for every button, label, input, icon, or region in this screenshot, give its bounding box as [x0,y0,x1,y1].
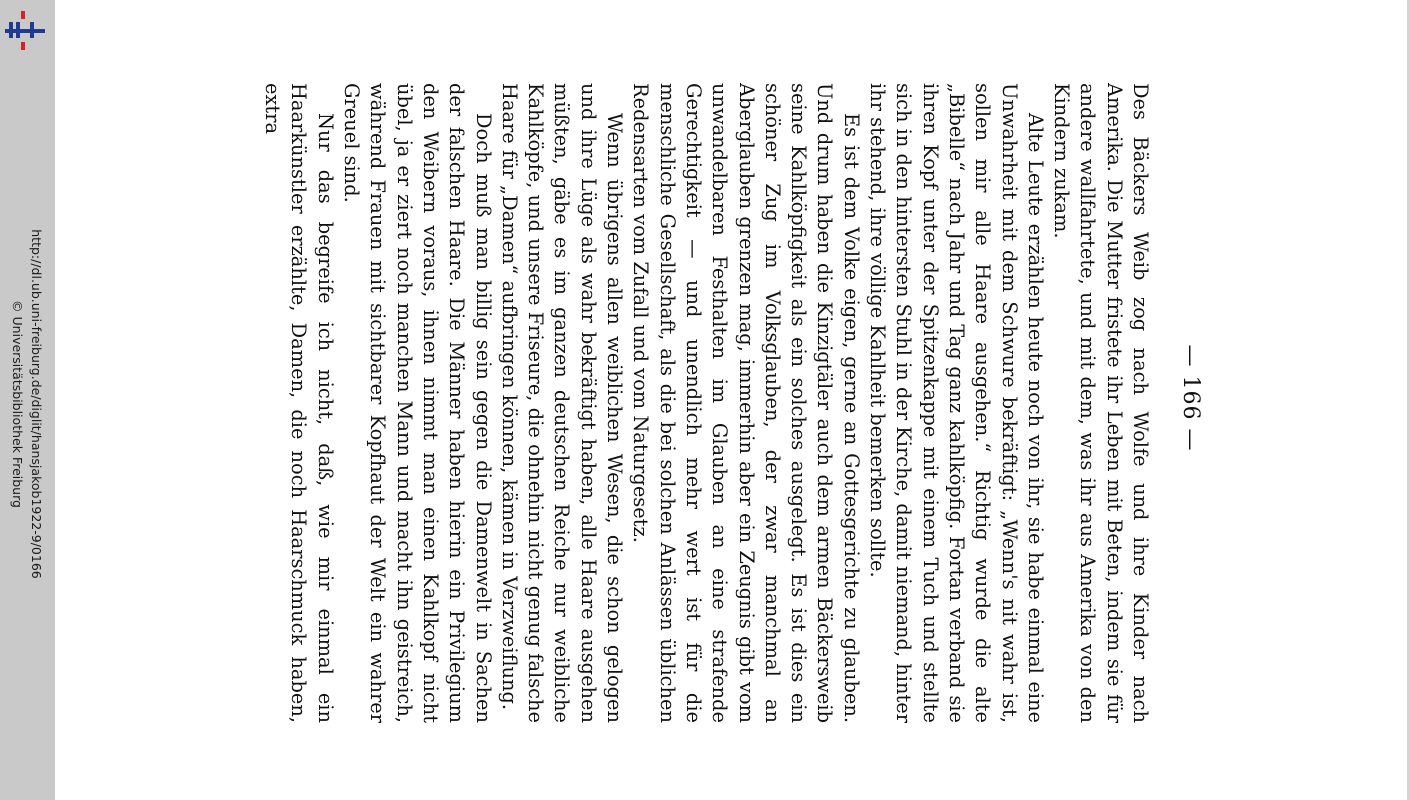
viewer-sidebar [0,0,55,800]
paragraph: Wenn übrigens allen weiblichen Wesen, die schon gelogen und ihre Lüge als wahr bekräftigt haben, alle Haare ausgehen müßten, gäbe es im ganzen deutschen Reiche nur weibliche Kahlköpfe, und unsere Friseure, die ohnehin nicht genug falsche Haare für „Damen“ aufbringen können, kämen in Verzweiflung. [497,83,627,723]
page-text [253,83,1153,723]
ub-freiburg-logo-icon[interactable] [3,8,47,52]
copyright-notice: © Universitätsbibliothek Freiburg [10,300,25,508]
source-url[interactable]: http://dl.ub.uni-freiburg.de/diglit/hansjakob1922-9/0166 [29,229,44,579]
source-info [8,229,46,579]
paragraph: Alte Leute erzählen heute noch von ihr, sie habe einmal eine Unwahrheit mit dem Schwure bekräftigt: „Wenn's nit wahr ist, sollen mir alle Haare ausgehen.“ Richtig wurde die alte „Bibelle“ nach Jahr und Tag ganz kahlköpfig. Fortan verband sie ihren Kopf unter der Spitzenkappe mit einem Tuch und stellte sich in den hintersten Stuhl in der Kirche, damit niemand, hinter ihr stehend, ihre völlige Kahlheit bemerken sollte. [866,83,1047,723]
paragraph: Nur das begreife ich nicht, daß, wie mir einmal ein Haarkünstler erzählte, Damen, die noch Haarschmuck haben, extra [261,83,337,723]
page-number: — 166 — [1178,344,1203,452]
paragraph: Doch muß man billig sein gegen die Damenwelt in Sachen der falschen Haare. Die Männer haben hierin ein Privilegium den Weibern voraus, ihnen nimmt man einen Kahlkopf nicht übel, ja er ziert noch manchen Mann und macht ihn geistreich, während Frauen mit sichtbarer Kopfhaut der Welt ein wahrer Greuel sind. [340,83,495,723]
paragraph: Es ist dem Volke eigen, gerne an Gottesgerichte zu glauben. Und drum haben die Kinzigtäler auch dem armen Bäckersweib seine Kahlköpfigkeit als ein solches ausgelegt. Es ist dies ein schöner Zug im Volksglauben, der zwar manchmal an Aberglauben grenzen mag, immerhin aber ein Zeugnis gibt vom unwandelbaren Festhalten im Glauben an eine strafende Gerechtigkeit — und unendlich mehr wert ist für die menschliche Gesellschaft, als die bei solchen Anlässen üblichen Redensarten vom Zufall und vom Naturgesetz. [629,83,863,723]
paragraph: Des Bäckers Weib zog nach Wolfe und ihre Kinder nach Amerika. Die Mutter fristete ihr Leben mit Beten, indem sie für andere wallfahrtete, und mit dem, was ihr aus Amerika von den Kindern zukam. [1050,83,1152,723]
scanned-page [233,23,1233,773]
